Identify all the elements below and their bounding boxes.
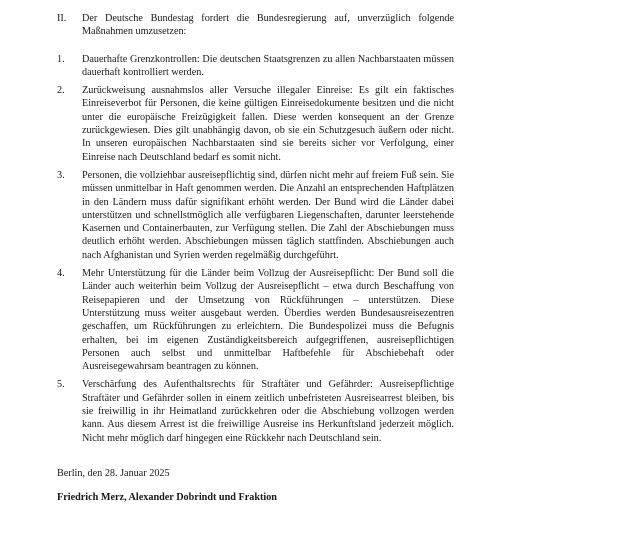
list-item <box>57 169 454 262</box>
list-item <box>57 53 454 80</box>
item-text: Zurückweisung ausnahmslos aller Versuche illegaler Einreise: Es gilt ein faktisches Einreiseverbot für Personen, die keine gültigen Einreisedokumente besitzen und die nicht unter die europäische Freizügigkeit fallen. Diese werden konsequent an der Grenze zurückgewiesen. Dies gilt unabhängig davon, ob sie ein Schutzgesuch äußern oder nicht. In unseren europäischen Nachbarstaaten sind sie bereits sicher vor Verfolgung, einer Einreise nach Deutschland bedarf es somit nicht. <box>82 85 454 163</box>
section-intro-text: Der Deutsche Bundestag fordert die Bundesregierung auf, unverzüglich folgende Maßnahmen umzusetzen: <box>82 13 454 38</box>
list-item <box>57 84 454 164</box>
document-footer <box>57 467 454 505</box>
item-number: 5. <box>57 379 65 391</box>
measures-list <box>57 53 454 445</box>
item-number: 2. <box>57 85 65 97</box>
place-date-line: Berlin, den 28. Januar 2025 <box>57 467 170 479</box>
document-content <box>57 12 454 505</box>
list-item <box>57 267 454 373</box>
item-text: Mehr Unterstützung für die Länder beim Vollzug der Ausreisepflicht: Der Bund soll die Länder auch weiterhin beim Vollzug der Ausreisepflicht – etwa durch Beschaffung von Reisepapieren und der Umsetzung von Rückführungen – unterstützen. Diese Unterstützung muss weiter ausgebaut werden. Überdies werden Bundesausreisezentren geschaffen, um Rückführungen zu erleichtern. Die Bundespolizei muss die Befugnis erhalten, bei im eigenen Zuständigkeitsbereich aufgegriffenen, ausreisepflichtigen Personen auch selbst und unmittelbar Haftbefehle für Abschiebehaft oder Ausreisegewahrsam beantragen zu können. <box>82 268 454 373</box>
item-number: 3. <box>57 169 65 181</box>
item-number: 4. <box>57 268 65 280</box>
signatories-line: Friedrich Merz, Alexander Dobrindt und Fraktion <box>57 492 277 504</box>
item-text: Personen, die vollziehbar ausreisepflichtig sind, dürfen nicht mehr auf freiem Fuß sein. Sie müssen unmittelbar in Haft genommen werden. Die Anzahl an entsprechenden Haftplätzen in den Ländern muss dafür signifikant erhöht werden. Der Bund wird die Länder dabei unterstützen und schnellstmöglich alle verfügbaren Liegenschaften, darunter leerstehende Kasernen und Containerbauten, zur Verfügung stellen. Die Zahl der Abschiebungen muss deutlich erhöht werden. Abschiebungen müssen täglich stattfinden. Abschiebungen auch nach Afghanistan und Syrien werden regelmäßig durchgeführt. <box>82 169 454 261</box>
item-text: Verschärfung des Aufenthaltsrechts für Straftäter und Gefährder: Ausreisepflichtige Straftäter und Gefährder sollen in einem zeitlich unbefristeten Ausreisearrest bleiben, bis sie freiwillig in ihr Heimatland zurückkehren oder die Abschiebung vollzogen werden kann. Aus diesem Arrest ist die freiwillige Ausreise ins Herkunftsland jederzeit möglich. Nicht mehr möglich darf hingegen eine Rückkehr nach Deutschland sein. <box>82 379 454 444</box>
section-marker: II. <box>57 13 67 24</box>
section-ii <box>57 12 454 39</box>
list-item <box>57 378 454 444</box>
item-number: 1. <box>57 53 65 65</box>
item-text: Dauerhafte Grenzkontrollen: Die deutschen Staatsgrenzen zu allen Nachbarstaaten müssen dauerhaft kontrolliert werden. <box>82 53 454 78</box>
